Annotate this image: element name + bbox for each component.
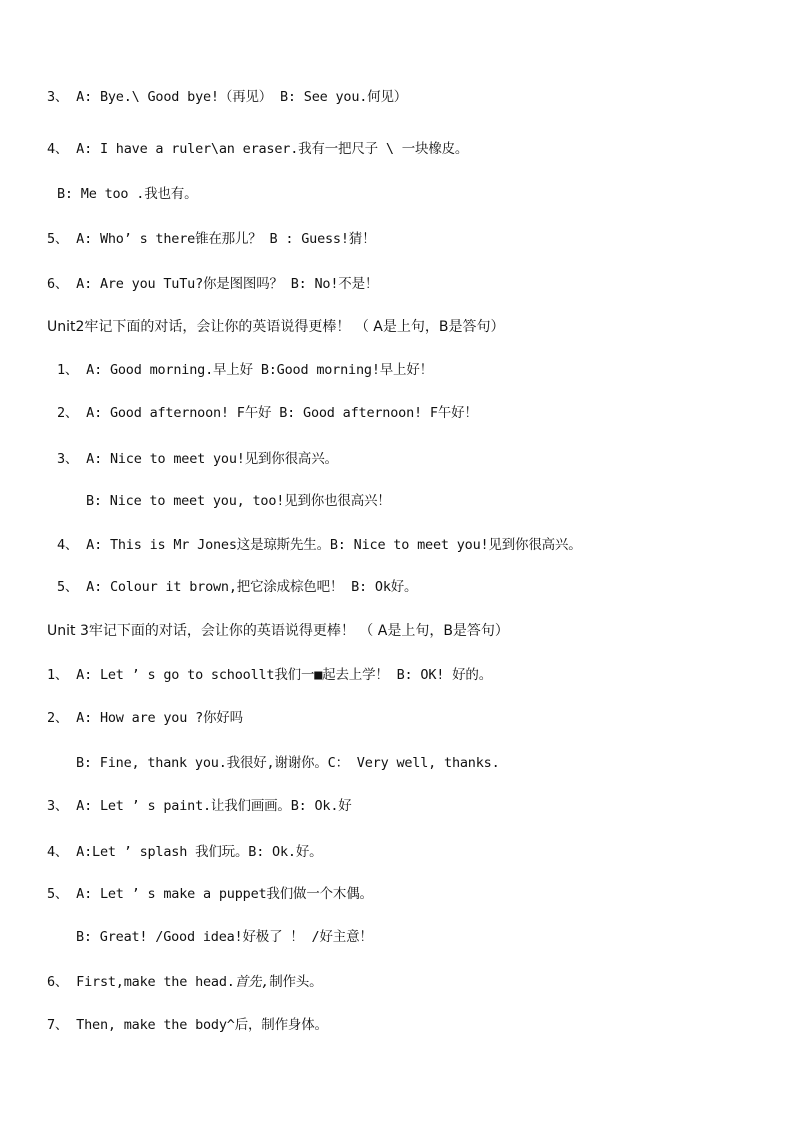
- unit3-item-2-reply: B: Fine, thank you.我很好,谢谢你。C： Very well, thanks.: [76, 755, 500, 771]
- unit3-heading: Unit 3牢记下面的对话，会让你的英语说得更棒！ （ A是上句，B是答句）: [47, 623, 509, 639]
- unit2-item-5: 5、 A: Colour it brown,把它涂成棕色吧！ B: Ok好。: [57, 579, 418, 595]
- unit2-heading: Unit2牢记下面的对话，会让你的英语说得更棒！ （ A是上句，B是答句）: [47, 319, 505, 335]
- unit3-item-6-suffix: 制作头。: [269, 974, 323, 990]
- unit2-item-4: 4、 A: This is Mr Jones这是琼斯先生。B: Nice to meet you!见到你很高兴。: [57, 537, 582, 553]
- unit2-item-2: 2、 A: Good afternoon! F午好 B: Good afternoon! F午好！: [57, 405, 478, 421]
- unit1-item-4: 4、 A: I have a ruler\an eraser.我有一把尺子 \ 一块橡皮。: [47, 141, 469, 157]
- unit3-item-6: [47, 973, 322, 991]
- unit2-item-3-reply: B: Nice to meet you, too!见到你也很高兴！: [86, 493, 391, 509]
- unit3-item-5: 5、 A: Let ’ s make a puppet我们做一个木偶。: [47, 886, 373, 902]
- unit1-item-4-reply: B: Me too .我也有。: [57, 186, 198, 202]
- unit2-item-3: 3、 A: Nice to meet you!见到你很高兴。: [57, 451, 338, 467]
- unit3-item-6-prefix: 6、 First,make the head.: [47, 974, 235, 990]
- unit1-item-6: 6、 A: Are you TuTu?你是图图吗？ B: No!不是！: [47, 276, 379, 292]
- unit3-item-5-reply: B: Great! /Good idea!好极了 ！ /好主意！: [76, 929, 373, 945]
- unit3-item-1: 1、 A: Let ’ s go to schoollt我们一■起去上学！ B: OK! 好的。: [47, 667, 492, 683]
- unit1-item-5: 5、 A: Who’ s there锥在那儿？ B : Guess!猜！: [47, 231, 376, 247]
- unit3-item-6-italic: 首先,: [234, 974, 270, 990]
- unit3-item-3: 3、 A: Let ’ s paint.让我们画画。B: Ok.好: [47, 798, 352, 814]
- unit2-item-1: 1、 A: Good morning.早上好 B:Good morning!早上好！: [57, 362, 433, 378]
- unit3-item-2: 2、 A: How are you ?你好吗: [47, 710, 243, 726]
- unit3-item-4: 4、 A:Let ’ splash 我们玩。B: Ok.好。: [47, 844, 323, 860]
- unit3-item-7: 7、 Then, make the body^后，制作身体。: [47, 1017, 328, 1033]
- unit1-item-3: 3、 A: Bye.\ Good bye!（再见） B: See you.何见）: [47, 89, 408, 105]
